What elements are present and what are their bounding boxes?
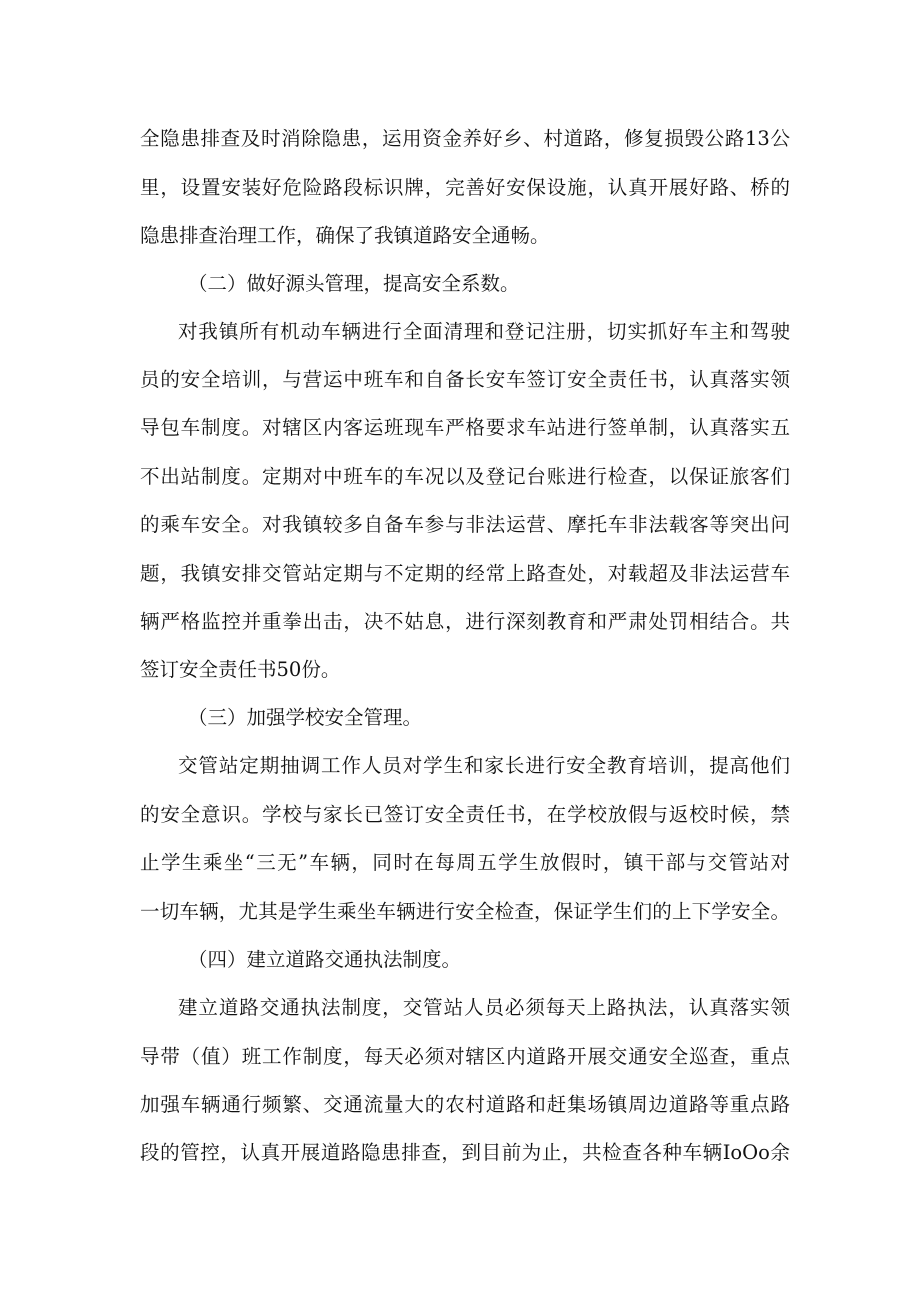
body-text-line: 加强车辆通行频繁、交通流量大的农村道路和赶集场镇周边道路等重点路: [140, 1093, 790, 1116]
body-text-line: 签订安全责任书50份。: [140, 658, 341, 681]
section-heading: （二）做好源头管理，提高安全系数。: [188, 272, 520, 295]
body-text-line: 的乘车安全。对我镇较多自备车参与非法运营、摩托车非法载客等突出问: [140, 513, 790, 536]
body-text-line: 止学生乘坐“三无”车辆，同时在每周五学生放假时，镇干部与交管站对: [140, 851, 790, 874]
section-heading: （三）加强学校安全管理。: [188, 706, 423, 729]
body-text-line: 里，设置安装好危险路段标识牌，完善好安保设施，认真开展好路、桥的: [140, 176, 790, 199]
body-text-line: 建立道路交通执法制度，交管站人员必须每天上路执法，认真落实领: [178, 996, 790, 1019]
body-text-line: 的安全意识。学校与家长已签订安全责任书，在学校放假与返校时候，禁: [140, 803, 790, 826]
body-text-line: 段的管控，认真开展道路隐患排查，到目前为止，共检查各种车辆IoOo余: [140, 1141, 790, 1164]
body-text-line: 全隐患排查及时消除隐患，运用资金养好乡、村道路，修复损毁公路13公: [140, 127, 790, 150]
body-text-line: 不出站制度。定期对中班车的车况以及登记台账进行检查，以保证旅客们: [140, 465, 790, 488]
section-heading: （四）建立道路交通执法制度。: [188, 948, 462, 971]
body-text-line: 导包车制度。对辖区内客运班现车严格要求车站进行签单制，认真落实五: [140, 416, 790, 439]
body-text-line: 一切车辆，尤其是学生乘坐车辆进行安全检查，保证学生们的上下学安全。: [140, 900, 790, 923]
body-text-line: 员的安全培训，与营运中班车和自备长安车签订安全责任书，认真落实领: [140, 368, 790, 391]
body-text-line: 隐患排查治理工作，确保了我镇道路安全通畅。: [140, 224, 550, 247]
body-text-line: 导带（值）班工作制度，每天必须对辖区内道路开展交通安全巡查，重点: [140, 1045, 790, 1068]
body-text-line: 交管站定期抽调工作人员对学生和家长进行安全教育培训，提高他们: [178, 754, 790, 777]
body-text-line: 题，我镇安排交管站定期与不定期的经常上路查处，对载超及非法运营车: [140, 562, 790, 585]
body-text-line: 辆严格监控并重拳出击，决不姑息，进行深刻教育和严肃处罚相结合。共: [140, 610, 790, 633]
body-text-line: 对我镇所有机动车辆进行全面清理和登记注册，切实抓好车主和驾驶: [178, 320, 790, 343]
